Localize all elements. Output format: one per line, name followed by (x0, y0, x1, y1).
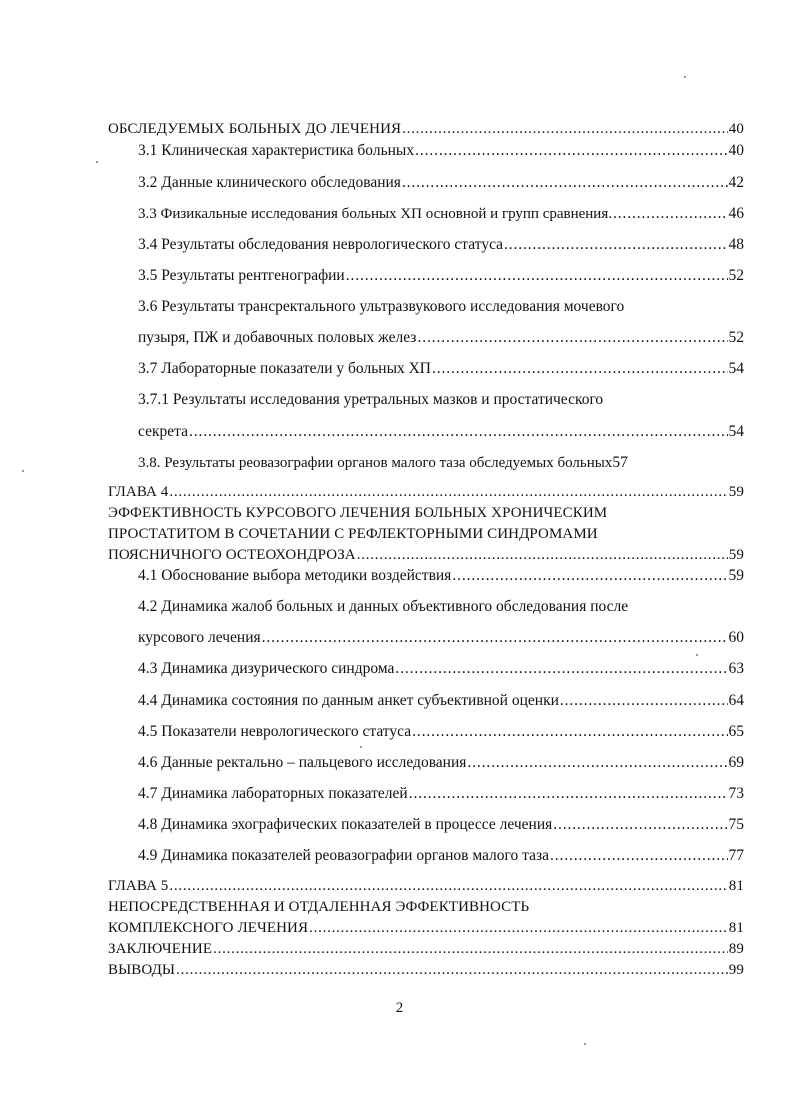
toc-entry-page: 77 (728, 847, 744, 864)
toc-entry-page: 42 (728, 174, 744, 191)
toc-entry-title: секрета (138, 423, 188, 440)
scan-speck (96, 161, 98, 163)
toc-entry (138, 660, 744, 678)
toc-entry (138, 629, 744, 647)
toc-entry-title: 4.2 Динамика жалоб больных и данных объективного обследования после (138, 598, 629, 615)
toc-leader (452, 567, 727, 585)
toc-entry (138, 423, 744, 441)
toc-entry-page: 59 (728, 484, 744, 500)
toc-leader (189, 423, 728, 441)
toc-leader (402, 174, 728, 192)
toc-entry-page: 81 (728, 878, 744, 894)
toc-entry-title: 3.3 Физикальные исследования больных ХП основной и групп сравнения. (138, 206, 612, 222)
toc-leader (550, 847, 728, 865)
toc-entry-title: 3.6 Результаты трансректального ультразвукового исследования мочевого (138, 298, 625, 315)
toc-entry-line (138, 391, 744, 409)
toc-entry (138, 454, 744, 472)
toc-entry-line (138, 298, 744, 316)
toc-entry (138, 267, 744, 285)
toc-entry-page: 48 (728, 236, 744, 253)
toc-leader (357, 546, 728, 564)
toc-leader (169, 483, 727, 501)
toc-entry-page: 40 (728, 142, 744, 159)
toc-entry-title: ОБСЛЕДУЕМЫХ БОЛЬНЫХ ДО ЛЕЧЕНИЯ (108, 121, 402, 137)
toc-entry-page: 69 (728, 754, 744, 771)
toc-entry-page: 65 (728, 723, 744, 740)
toc-entry-title: 3.8. Результаты реовазографии органов малого таза обследуемых больных (138, 455, 613, 471)
toc-entry-title: 4.8 Динамика эхографических показателей в процессе лечения (138, 816, 553, 833)
toc-entry-title: ВЫВОДЫ (108, 962, 176, 978)
toc-entry-title: курсового лечения (138, 629, 261, 646)
toc-entry-page: 73 (728, 785, 744, 802)
toc-entry (138, 236, 744, 254)
toc-leader (402, 120, 728, 138)
toc-leader (409, 785, 728, 803)
scan-speck (684, 76, 686, 78)
toc-entry-page: 64 (728, 692, 744, 709)
toc-entry-page: 99 (728, 962, 744, 978)
toc-entry-line (108, 525, 744, 543)
toc-entry (138, 785, 744, 803)
toc-entry-title: КОМПЛЕКСНОГО ЛЕЧЕНИЯ (108, 920, 309, 936)
toc-entry-title: 3.5 Результаты рентгенографии (138, 267, 345, 284)
toc-entry-title: ГЛАВА 4 (108, 484, 169, 500)
toc-leader (169, 877, 727, 895)
toc-entry-page: 59 (728, 567, 744, 584)
toc-entry (138, 816, 744, 834)
toc-entry (138, 692, 744, 710)
toc-entry-page: 40 (728, 121, 744, 137)
toc-leader (415, 142, 727, 160)
toc-leader (417, 329, 727, 347)
toc-leader (467, 754, 727, 772)
toc-entry-page: 60 (728, 629, 744, 646)
page-number: 2 (395, 1000, 404, 1016)
toc-entry-title: 3.2 Данные клинического обследования (138, 174, 401, 191)
toc-entry-page: 54 (728, 360, 744, 377)
toc-entry (138, 847, 744, 865)
toc-leader (262, 629, 728, 647)
toc-entry-line (108, 504, 744, 522)
toc-entry-title: НЕПОСРЕДСТВЕННАЯ И ОТДАЛЕННАЯ ЭФФЕКТИВНОСТЬ (108, 899, 530, 915)
toc-entry (108, 483, 744, 501)
scan-speck (584, 1043, 586, 1045)
toc-leader (412, 723, 727, 741)
toc-entry-title: ПОЯСНИЧНОГО ОСТЕОХОНДРОЗА (108, 547, 356, 563)
toc-entry (138, 174, 744, 192)
toc-entry-page: 63 (728, 660, 744, 677)
toc-entry-title: пузыря, ПЖ и добавочных половых желез (138, 329, 417, 346)
toc-entry-title: 3.4 Результаты обследования неврологического статуса (138, 236, 504, 253)
toc-entry-page: 52 (728, 267, 744, 284)
toc-leader (346, 267, 728, 285)
toc-entry (138, 567, 744, 585)
toc-entry-title: 3.1 Клиническая характеристика больных (138, 142, 415, 159)
toc-entry-title: 4.4 Динамика состояния по данным анкет субъективной оценки (138, 692, 559, 709)
toc-entry-title: 4.9 Динамика показателей реовазографии органов малого таза (138, 847, 549, 864)
toc-entry-page: 52 (728, 329, 744, 346)
toc-entry-title: 4.6 Данные ректально – пальцевого исследования (138, 754, 467, 771)
toc-leader (560, 692, 728, 710)
toc-entry-page: 57 (612, 454, 628, 471)
toc-entry-title: ПРОСТАТИТОМ В СОЧЕТАНИИ С РЕФЛЕКТОРНЫМИ СИНДРОМАМИ (108, 526, 598, 542)
toc-leader (504, 236, 727, 254)
toc-entry-page: 75 (728, 816, 744, 833)
scan-speck (696, 654, 698, 656)
toc-entry-title: 4.7 Динамика лабораторных показателей (138, 785, 408, 802)
toc-entry (108, 961, 744, 979)
toc-entry-title: ЗАКЛЮЧЕНИЕ (108, 941, 213, 957)
toc-entry-title: 3.7 Лабораторные показатели у больных ХП (138, 360, 432, 377)
toc-entry (138, 205, 744, 223)
toc-entry-title: 4.3 Динамика дизурического синдрома (138, 660, 395, 677)
toc-entry-page: 46 (728, 205, 744, 222)
toc-entry-page: 89 (728, 941, 744, 957)
scan-speck (360, 746, 362, 748)
toc-entry (108, 940, 744, 958)
toc-leader (309, 919, 728, 937)
toc-entry-page: 81 (728, 920, 744, 936)
toc-leader (432, 360, 727, 378)
toc-entry (108, 877, 744, 895)
toc-entry (108, 919, 744, 937)
scan-speck (22, 470, 24, 472)
toc-entry-page: 59 (728, 547, 744, 563)
toc-leader (176, 961, 728, 979)
toc-entry (138, 360, 744, 378)
toc-entry-page: 54 (728, 423, 744, 440)
toc-entry-title: 4.5 Показатели неврологического статуса (138, 723, 412, 740)
toc-entry-line (138, 598, 744, 616)
toc-entry (108, 120, 744, 138)
toc-entry-title: ГЛАВА 5 (108, 878, 169, 894)
toc-leader (395, 660, 727, 678)
toc-leader (613, 205, 728, 223)
toc-entry (108, 546, 744, 564)
toc-entry (138, 723, 744, 741)
toc-leader (553, 816, 727, 834)
toc-entry (138, 329, 744, 347)
toc-entry-title: 4.1 Обоснование выбора методики воздействия (138, 567, 452, 584)
toc-entry-line (108, 898, 744, 916)
toc-entry (138, 142, 744, 160)
toc-entry-title: 3.7.1 Результаты исследования уретральных мазков и простатического (138, 391, 604, 408)
toc-entry-title: ЭФФЕКТИВНОСТЬ КУРСОВОГО ЛЕЧЕНИЯ БОЛЬНЫХ ХРОНИЧЕСКИМ (108, 505, 608, 521)
toc-leader (213, 940, 728, 958)
toc-entry (138, 754, 744, 772)
